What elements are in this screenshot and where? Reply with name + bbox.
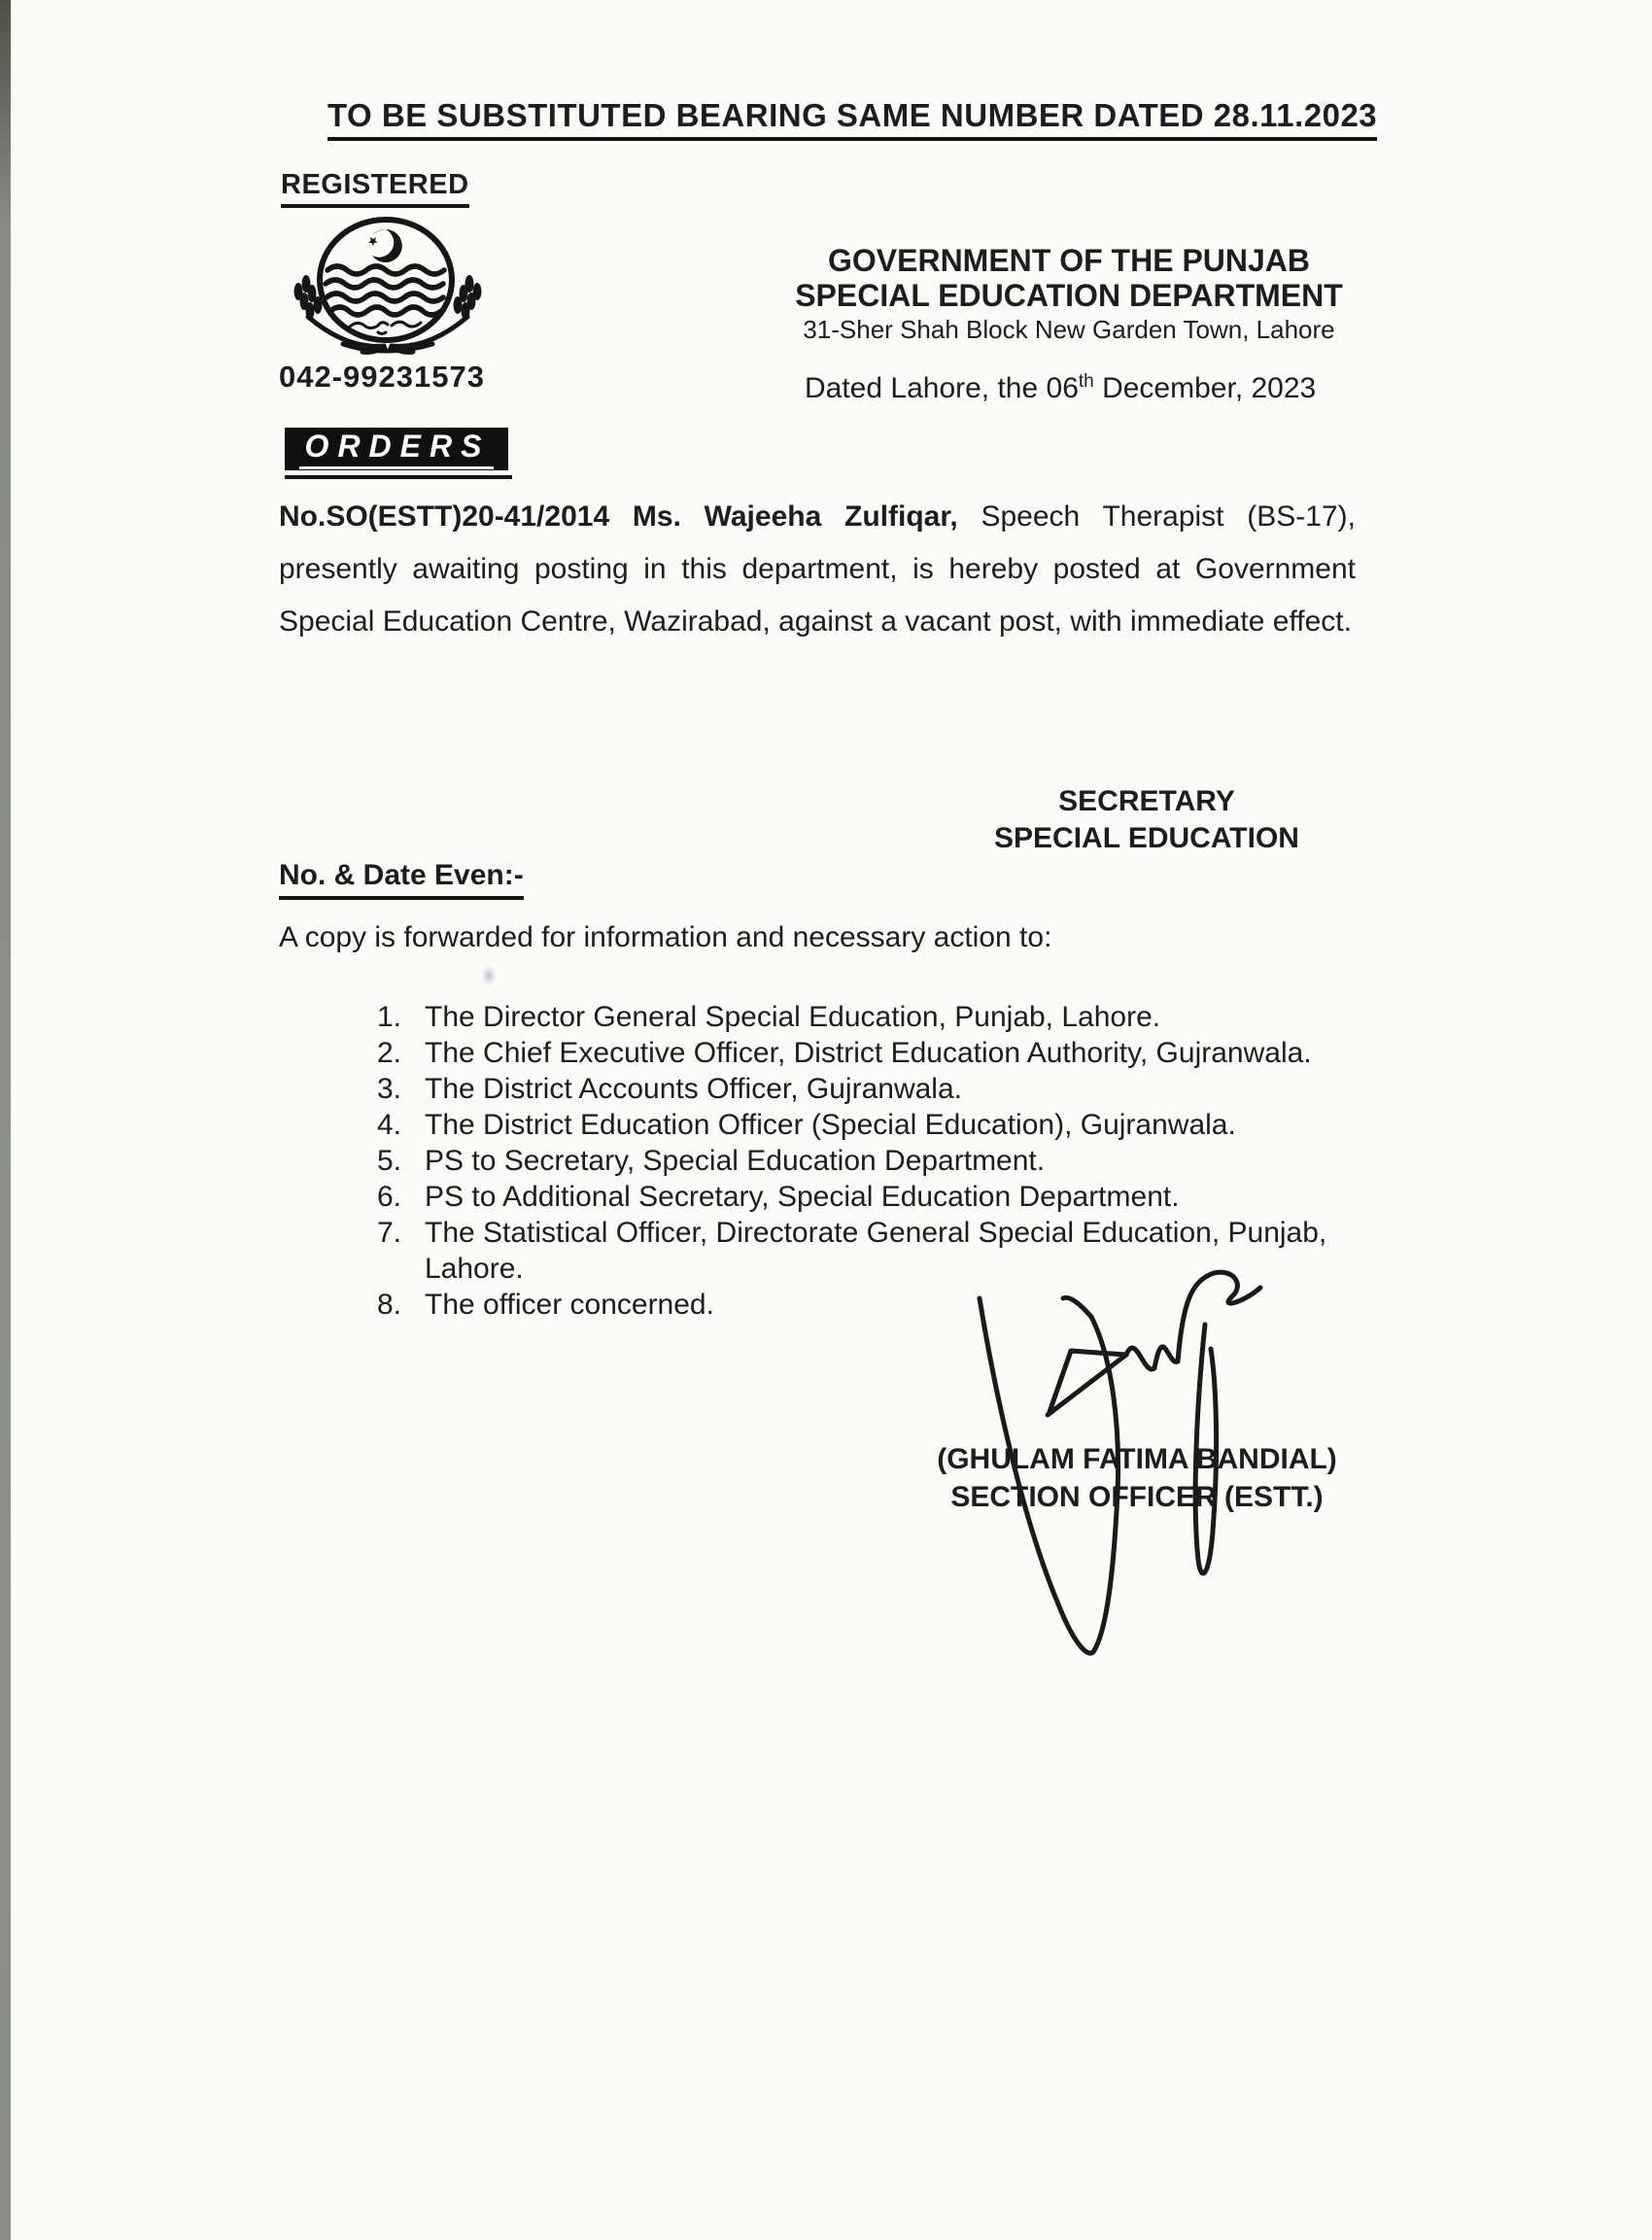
phone-number: 042-99231573 [279, 360, 485, 394]
department-line: SPECIAL EDUCATION DEPARTMENT [795, 278, 1343, 313]
ribbon-icon [308, 317, 467, 352]
date-prefix: Dated Lahore, the 06 [805, 372, 1079, 404]
item-number: 7. [377, 1217, 402, 1249]
list-item [377, 1035, 1427, 1071]
list-item [377, 1143, 1427, 1179]
signatory-name: (GHULAM FATIMA BANDIAL) [937, 1443, 1337, 1475]
item-text: The District Education Officer (Special Education), Gujranwala. [425, 1109, 1236, 1141]
item-text: The Director General Special Education, Punjab, Lahore. [425, 1001, 1161, 1033]
distribution-intro: A copy is forwarded for information and necessary action to: [279, 921, 1052, 953]
urdu-calligraphy-icon [349, 322, 421, 333]
item-number: 8. [377, 1289, 402, 1321]
item-number: 5. [377, 1145, 402, 1177]
signatory-title [952, 783, 1341, 857]
item-number: 3. [377, 1073, 402, 1105]
item-number: 6. [377, 1181, 402, 1213]
item-text: The officer concerned. [425, 1289, 714, 1321]
order-body [279, 491, 1356, 648]
item-text: The Chief Executive Officer, District Education Authority, Gujranwala. [425, 1037, 1312, 1069]
substitution-notice: TO BE SUBSTITUTED BEARING SAME NUMBER DATED 28.11.2023 [327, 97, 1377, 141]
punjab-government-crest-icon [285, 216, 491, 362]
signatory-designation: SECTION OFFICER (ESTT.) [950, 1481, 1324, 1513]
scan-smudge [482, 966, 496, 985]
item-number: 4. [377, 1109, 402, 1141]
list-item [377, 1107, 1427, 1143]
no-date-even-heading: No. & Date Even:- [279, 859, 524, 900]
item-text: PS to Secretary, Special Education Department. [425, 1145, 1046, 1177]
item-text: The Statistical Officer, Directorate General Special Education, Punjab, Lahore. [425, 1217, 1327, 1285]
item-number: 2. [377, 1037, 402, 1069]
item-text: PS to Additional Secretary, Special Education Department. [425, 1181, 1180, 1213]
orders-heading [285, 428, 508, 470]
address-line: 31-Sher Shah Block New Garden Town, Lahore [803, 315, 1335, 344]
crescent-star-icon [368, 229, 402, 262]
date-line [805, 371, 1316, 405]
list-item [377, 999, 1427, 1035]
date-suffix: December, 2023 [1093, 372, 1317, 404]
orders-underline [285, 475, 512, 479]
list-item [377, 1179, 1427, 1215]
handwritten-signature [923, 1261, 1312, 1670]
river-waves-icon [326, 266, 444, 315]
list-item [377, 1071, 1427, 1107]
department-header [758, 243, 1380, 346]
orders-heading-text: ORDERS [299, 429, 495, 469]
item-text: The District Accounts Officer, Gujranwala. [425, 1073, 962, 1105]
government-line: GOVERNMENT OF THE PUNJAB [827, 243, 1311, 278]
registered-label: REGISTERED [281, 169, 469, 208]
order-reference: No.SO(ESTT)20-41/2014 Ms. Wajeeha Zulfiqar, [279, 500, 958, 533]
scan-left-edge [0, 0, 11, 2240]
signatory-line1: SECRETARY [1058, 785, 1235, 817]
date-ordinal: th [1078, 371, 1094, 392]
item-number: 1. [377, 1001, 402, 1033]
order-body-text: Speech Therapist (BS-17), presently awaiting posting in this department, is hereby posted at Government Special Education Centre, Wazirabad, against a vacant post, with immediate effect. [279, 500, 1356, 638]
signatory-line2: SPECIAL EDUCATION [994, 822, 1299, 854]
